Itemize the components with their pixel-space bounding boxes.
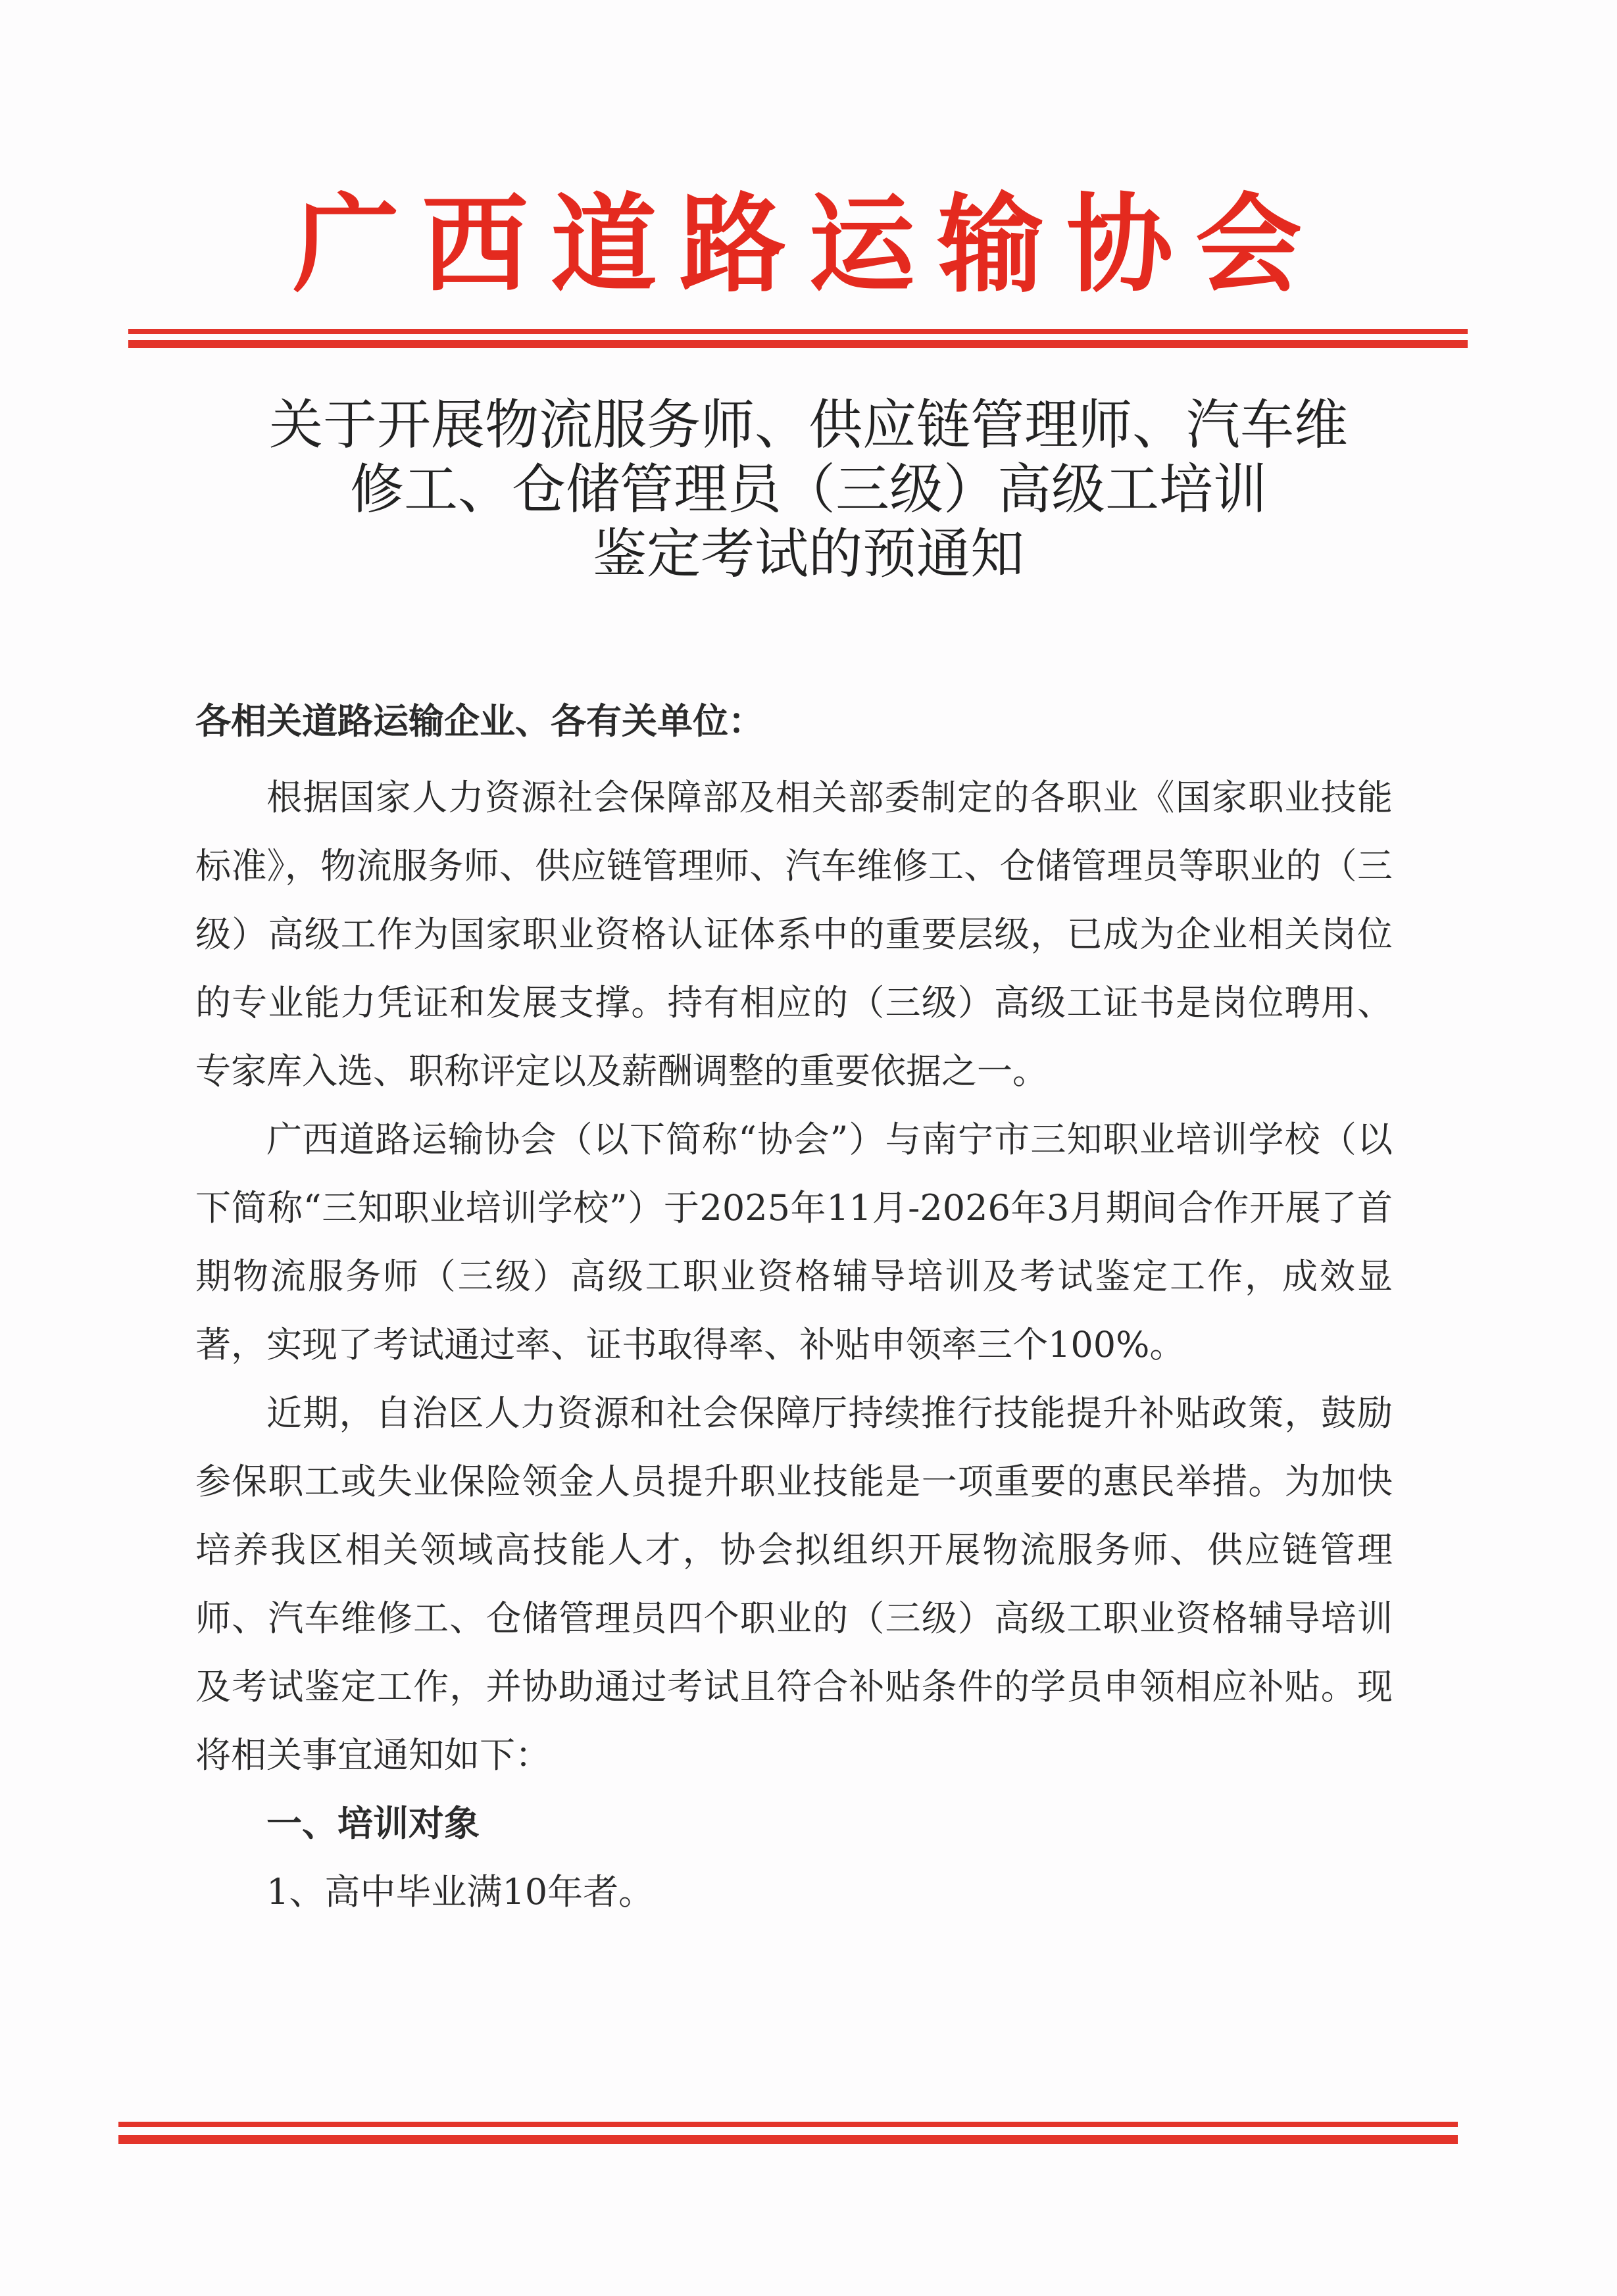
paragraph-3: 近期，自治区人力资源和社会保障厅持续推行技能提升补贴政策，鼓励参保职工或失业保险领金人员提升职业技能是一项重要的惠民举措。为加快培养我区相关领域高技能人才，协会拟组织开展物流服务师、供应链管理师、汽车维修工、仓储管理员四个职业的（三级）高级工职业资格辅导培训及考试鉴定工作，并协助通过考试且符合补贴条件的学员申领相应补贴。现将相关事宜通知如下： [195, 1392, 1393, 1776]
letterhead-rule-thick [128, 340, 1468, 348]
title-line-1: 关于开展物流服务师、供应链管理师、汽车维 [268, 394, 1348, 456]
document-body [195, 695, 1393, 1926]
section-heading: 一、培训对象 [266, 1803, 480, 1844]
paragraph-2: 广西道路运输协会（以下简称“协会”）与南宁市三知职业培训学校（以下简称“三知职业培训学校”）于2025年11月-2026年3月期间合作开展了首期物流服务师（三级）高级工职业资格辅导培训及考试鉴定工作，成效显著，实现了考试通过率、证书取得率、补贴申领率三个100%。 [195, 1119, 1393, 1365]
salutation: 各相关道路运输企业、各有关单位： [195, 700, 764, 742]
title-line-3: 鉴定考试的预通知 [592, 523, 1024, 585]
paragraph-1: 根据国家人力资源社会保障部及相关部委制定的各职业《国家职业技能标准》，物流服务师、供应链管理师、汽车维修工、仓储管理员等职业的（三级）高级工作为国家职业资格认证体系中的重要层级，已成为企业相关岗位的专业能力凭证和发展支撑。持有相应的（三级）高级工证书是岗位聘用、专家库入选、职称评定以及薪酬调整的重要依据之一。 [195, 777, 1393, 1092]
letterhead-org-name: 广西道路运输协会 [293, 182, 1324, 307]
footer-rule-thick [118, 2135, 1458, 2144]
list-item: 1、高中毕业满10年者。 [266, 1871, 655, 1913]
letterhead-rule-thin [128, 329, 1468, 334]
document-title [132, 393, 1485, 587]
footer-rule-thin [118, 2122, 1458, 2127]
title-line-2: 修工、仓储管理员（三级）高级工培训 [349, 458, 1267, 521]
